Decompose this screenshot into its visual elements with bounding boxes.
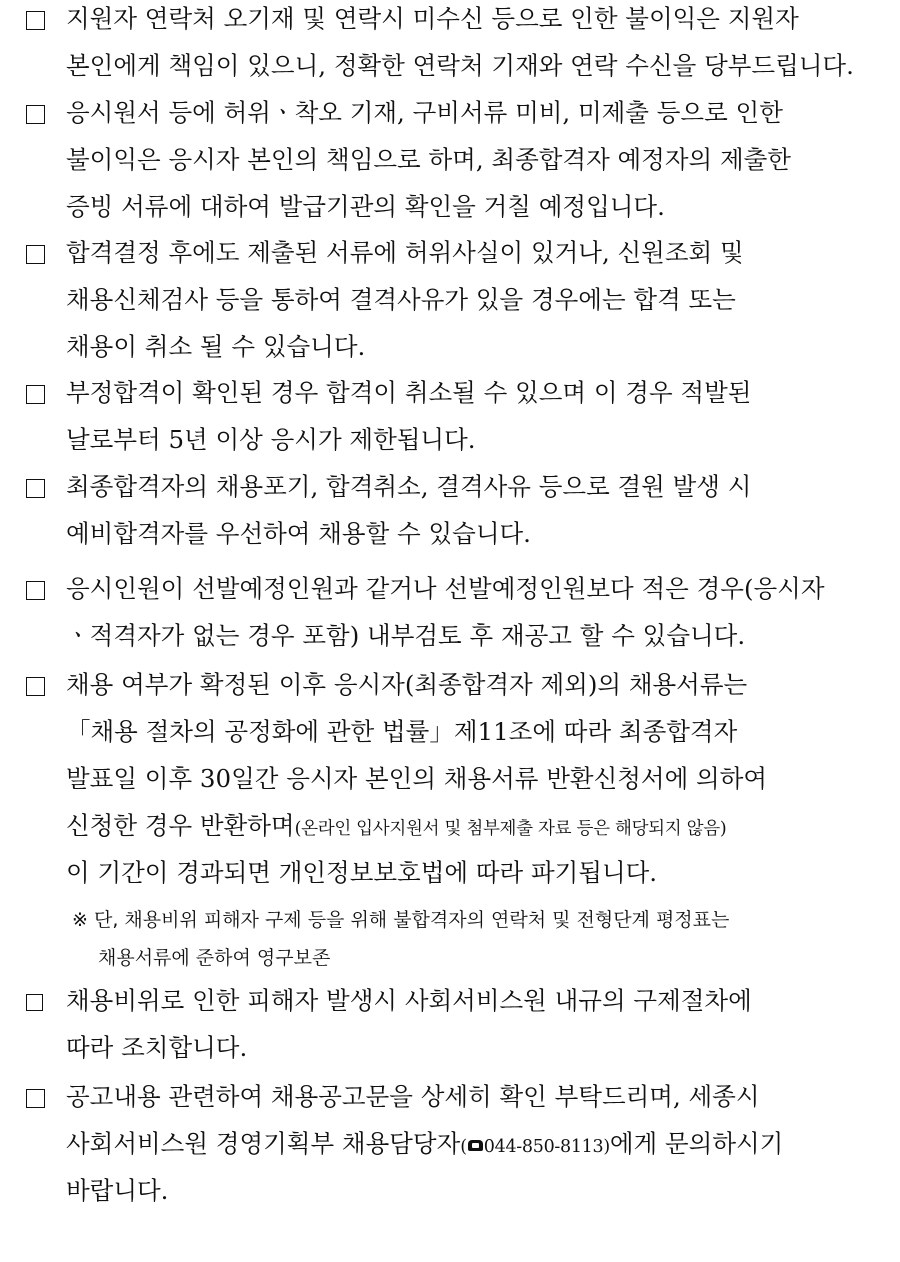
notice-line: 응시원서 등에 허위ㆍ착오 기재, 구비서류 미비, 미제출 등으로 인한	[66, 98, 783, 127]
checkbox-square-icon	[26, 11, 45, 30]
notice-line: 발표일 이후 30일간 응시자 본인의 채용서류 반환신청서에 의하여	[66, 764, 768, 793]
notice-line-after-phone: 에게 문의하시기	[609, 1129, 784, 1158]
notice-line-parenthetical: (온라인 입사지원서 및 첨부제출 자료 등은 해당되지 않음)	[294, 819, 727, 839]
notice-line: 합격결정 후에도 제출된 서류에 허위사실이 있거나, 신원조회 및	[66, 238, 744, 267]
notice-line: ㆍ적격자가 없는 경우 포함) 내부검토 후 재공고 할 수 있습니다.	[66, 621, 746, 650]
note-line: 채용서류에 준하여 영구보존	[98, 947, 331, 969]
notice-line: 증빙 서류에 대하여 발급기관의 확인을 거칠 예정입니다.	[66, 192, 665, 221]
notice-line: 채용 여부가 확정된 이후 응시자(최종합격자 제외)의 채용서류는	[66, 670, 748, 699]
checkbox-square-icon	[26, 105, 45, 124]
checkbox-square-icon	[26, 479, 45, 498]
notice-line: 이 기간이 경과되면 개인정보보호법에 따라 파기됩니다.	[66, 858, 658, 887]
checkbox-square-icon	[26, 385, 45, 404]
telephone-icon	[468, 1140, 483, 1151]
notice-line: 지원자 연락처 오기재 및 연락시 미수신 등으로 인한 불이익은 지원자	[66, 4, 799, 33]
notice-line-main: 신청한 경우 반환하며	[66, 811, 295, 840]
phone-number: ( 044-850-8113)	[460, 1137, 610, 1157]
checkbox-square-icon	[26, 581, 45, 600]
notice-line: 본인에게 책임이 있으니, 정확한 연락처 기재와 연락 수신을 당부드립니다.	[66, 51, 854, 80]
notice-line-before-phone: 사회서비스원 경영기획부 채용담당자	[66, 1129, 461, 1158]
notice-line: 예비합격자를 우선하여 채용할 수 있습니다.	[66, 519, 531, 548]
notice-line: 공고내용 관련하여 채용공고문을 상세히 확인 부탁드리며, 세종시	[66, 1082, 760, 1111]
notice-line: 날로부터 5년 이상 응시가 제한됩니다.	[66, 425, 476, 454]
notice-line: 채용비위로 인한 피해자 발생시 사회서비스원 내규의 구제절차에	[66, 986, 752, 1015]
checkbox-square-icon	[26, 1089, 45, 1108]
checkbox-square-icon	[26, 994, 43, 1011]
notice-line: 따라 조치합니다.	[66, 1033, 248, 1062]
notice-line: 최종합격자의 채용포기, 합격취소, 결격사유 등으로 결원 발생 시	[66, 472, 752, 501]
notice-line: 바랍니다.	[66, 1176, 169, 1205]
checkbox-square-icon	[26, 245, 45, 264]
notice-line: 불이익은 응시자 본인의 책임으로 하며, 최종합격자 예정자의 제출한	[66, 145, 791, 174]
notice-line	[66, 1129, 783, 1162]
notice-line: 「채용 절차의 공정화에 관한 법률」제11조에 따라 최종합격자	[66, 717, 738, 746]
notice-line	[66, 811, 726, 844]
notice-line: 채용이 취소 될 수 있습니다.	[66, 332, 366, 361]
notice-line: 채용신체검사 등을 통하여 결격사유가 있을 경우에는 합격 또는	[66, 285, 736, 314]
notice-line: 부정합격이 확인된 경우 합격이 취소될 수 있으며 이 경우 적발된	[66, 378, 752, 407]
phone-digits: 044-850-8113)	[483, 1137, 610, 1157]
note-line: ※ 단, 채용비위 피해자 구제 등을 위해 불합격자의 연락처 및 전형단계 평정표는	[72, 909, 730, 931]
checkbox-square-icon	[26, 677, 45, 696]
notice-line: 응시인원이 선발예정인원과 같거나 선발예정인원보다 적은 경우(응시자	[66, 574, 825, 603]
